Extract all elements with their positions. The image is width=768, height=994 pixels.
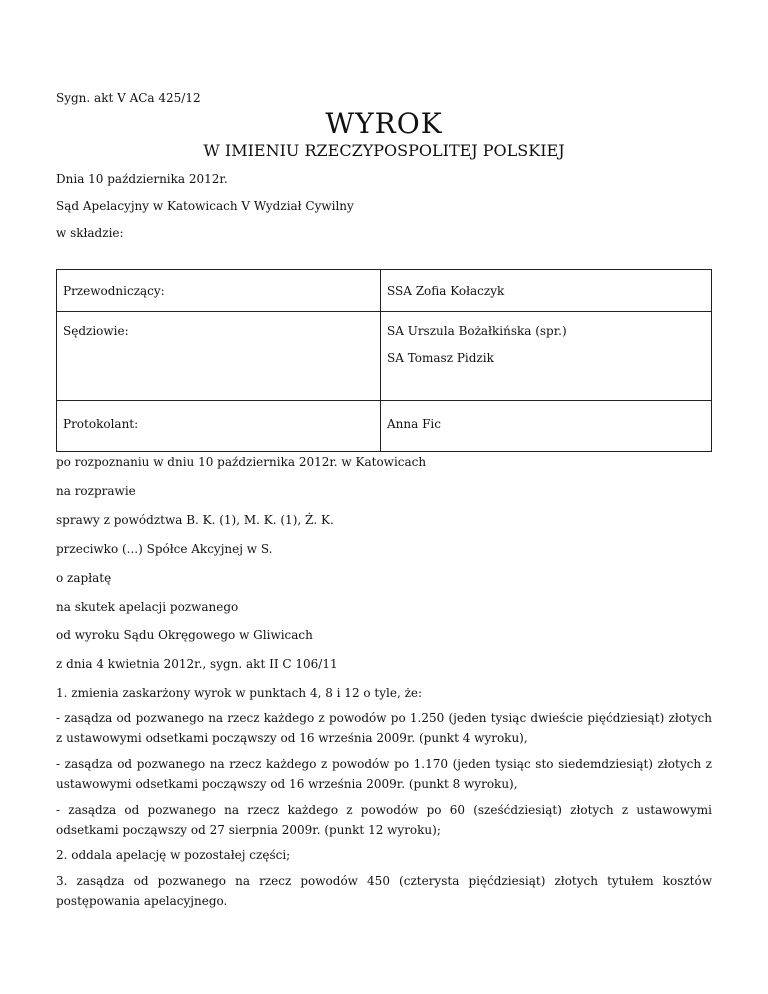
- document-subtitle: W IMIENIU RZECZYPOSPOLITEJ POLSKIEJ: [203, 141, 565, 160]
- table-row: [57, 270, 712, 312]
- court-composition-table: [56, 269, 712, 452]
- session-line: na rozprawie: [56, 484, 136, 498]
- clerk-label: Protokolant:: [57, 401, 381, 452]
- court-name: Sąd Apelacyjny w Katowicach V Wydział Cywilny: [56, 199, 354, 213]
- chair-name: SSA Zofia Kołaczyk: [381, 270, 712, 312]
- table-row: [57, 312, 712, 401]
- appeal-line: na skutek apelacji pozwanego: [56, 600, 239, 614]
- case-number: Sygn. akt V ACa 425/12: [56, 91, 201, 105]
- judges-label: Sędziowie:: [57, 312, 381, 401]
- case-parties-line: sprawy z powództwa B. K. (1), M. K. (1), Ż. K.: [56, 513, 334, 527]
- date-line: Dnia 10 października 2012r.: [56, 172, 228, 186]
- hearing-line: po rozpoznaniu w dniu 10 października 2012r. w Katowicach: [56, 455, 427, 469]
- ruling-point-1a: - zasądza od pozwanego na rzecz każdego z powodów po 1.250 (jeden tysiąc dwieście pięćdziesiąt) złotych z ustawowymi odsetkami począwszy od 16 września 2009r. (punkt 4 wyroku),: [56, 711, 712, 745]
- clerk-name: Anna Fic: [381, 401, 712, 452]
- chair-label: Przewodniczący:: [57, 270, 381, 312]
- from-judgment-line: od wyroku Sądu Okręgowego w Gliwicach: [56, 628, 313, 642]
- composition-intro: w składzie:: [56, 226, 124, 240]
- ruling-point-2: 2. oddala apelację w pozostałej części;: [56, 848, 291, 862]
- ruling-point-1: 1. zmienia zaskarżony wyrok w punktach 4, 8 i 12 o tyle, że:: [56, 686, 423, 700]
- subject-line: o zapłatę: [56, 571, 112, 585]
- ruling-point-3: 3. zasądza od pozwanego na rzecz powodów 450 (czterysta pięćdziesiąt) złotych tytułem kosztów postępowania apelacyjnego.: [56, 874, 712, 908]
- document-title: WYROK: [325, 107, 443, 140]
- judge-name: SA Tomasz Pidzik: [387, 351, 494, 365]
- ruling-point-1b: - zasądza od pozwanego na rzecz każdego z powodów po 1.170 (jeden tysiąc sto siedemdziesiąt) złotych z ustawowymi odsetkami począwszy od 16 września 2009r. (punkt 8 wyroku),: [56, 757, 712, 791]
- table-row: [57, 401, 712, 452]
- against-line: przeciwko (...) Spółce Akcyjnej w S.: [56, 542, 273, 556]
- judge-name: SA Urszula Bożałkińska (spr.): [387, 324, 567, 338]
- judges-cell: [381, 312, 712, 401]
- judgment-date-line: z dnia 4 kwietnia 2012r., sygn. akt II C 106/11: [56, 657, 338, 671]
- judgment-document: [56, 0, 712, 994]
- ruling-point-1c: - zasądza od pozwanego na rzecz każdego z powodów po 60 (sześćdziesiąt) złotych z ustawowymi odsetkami począwszy od 27 sierpnia 2009r. (punkt 12 wyroku);: [56, 803, 712, 837]
